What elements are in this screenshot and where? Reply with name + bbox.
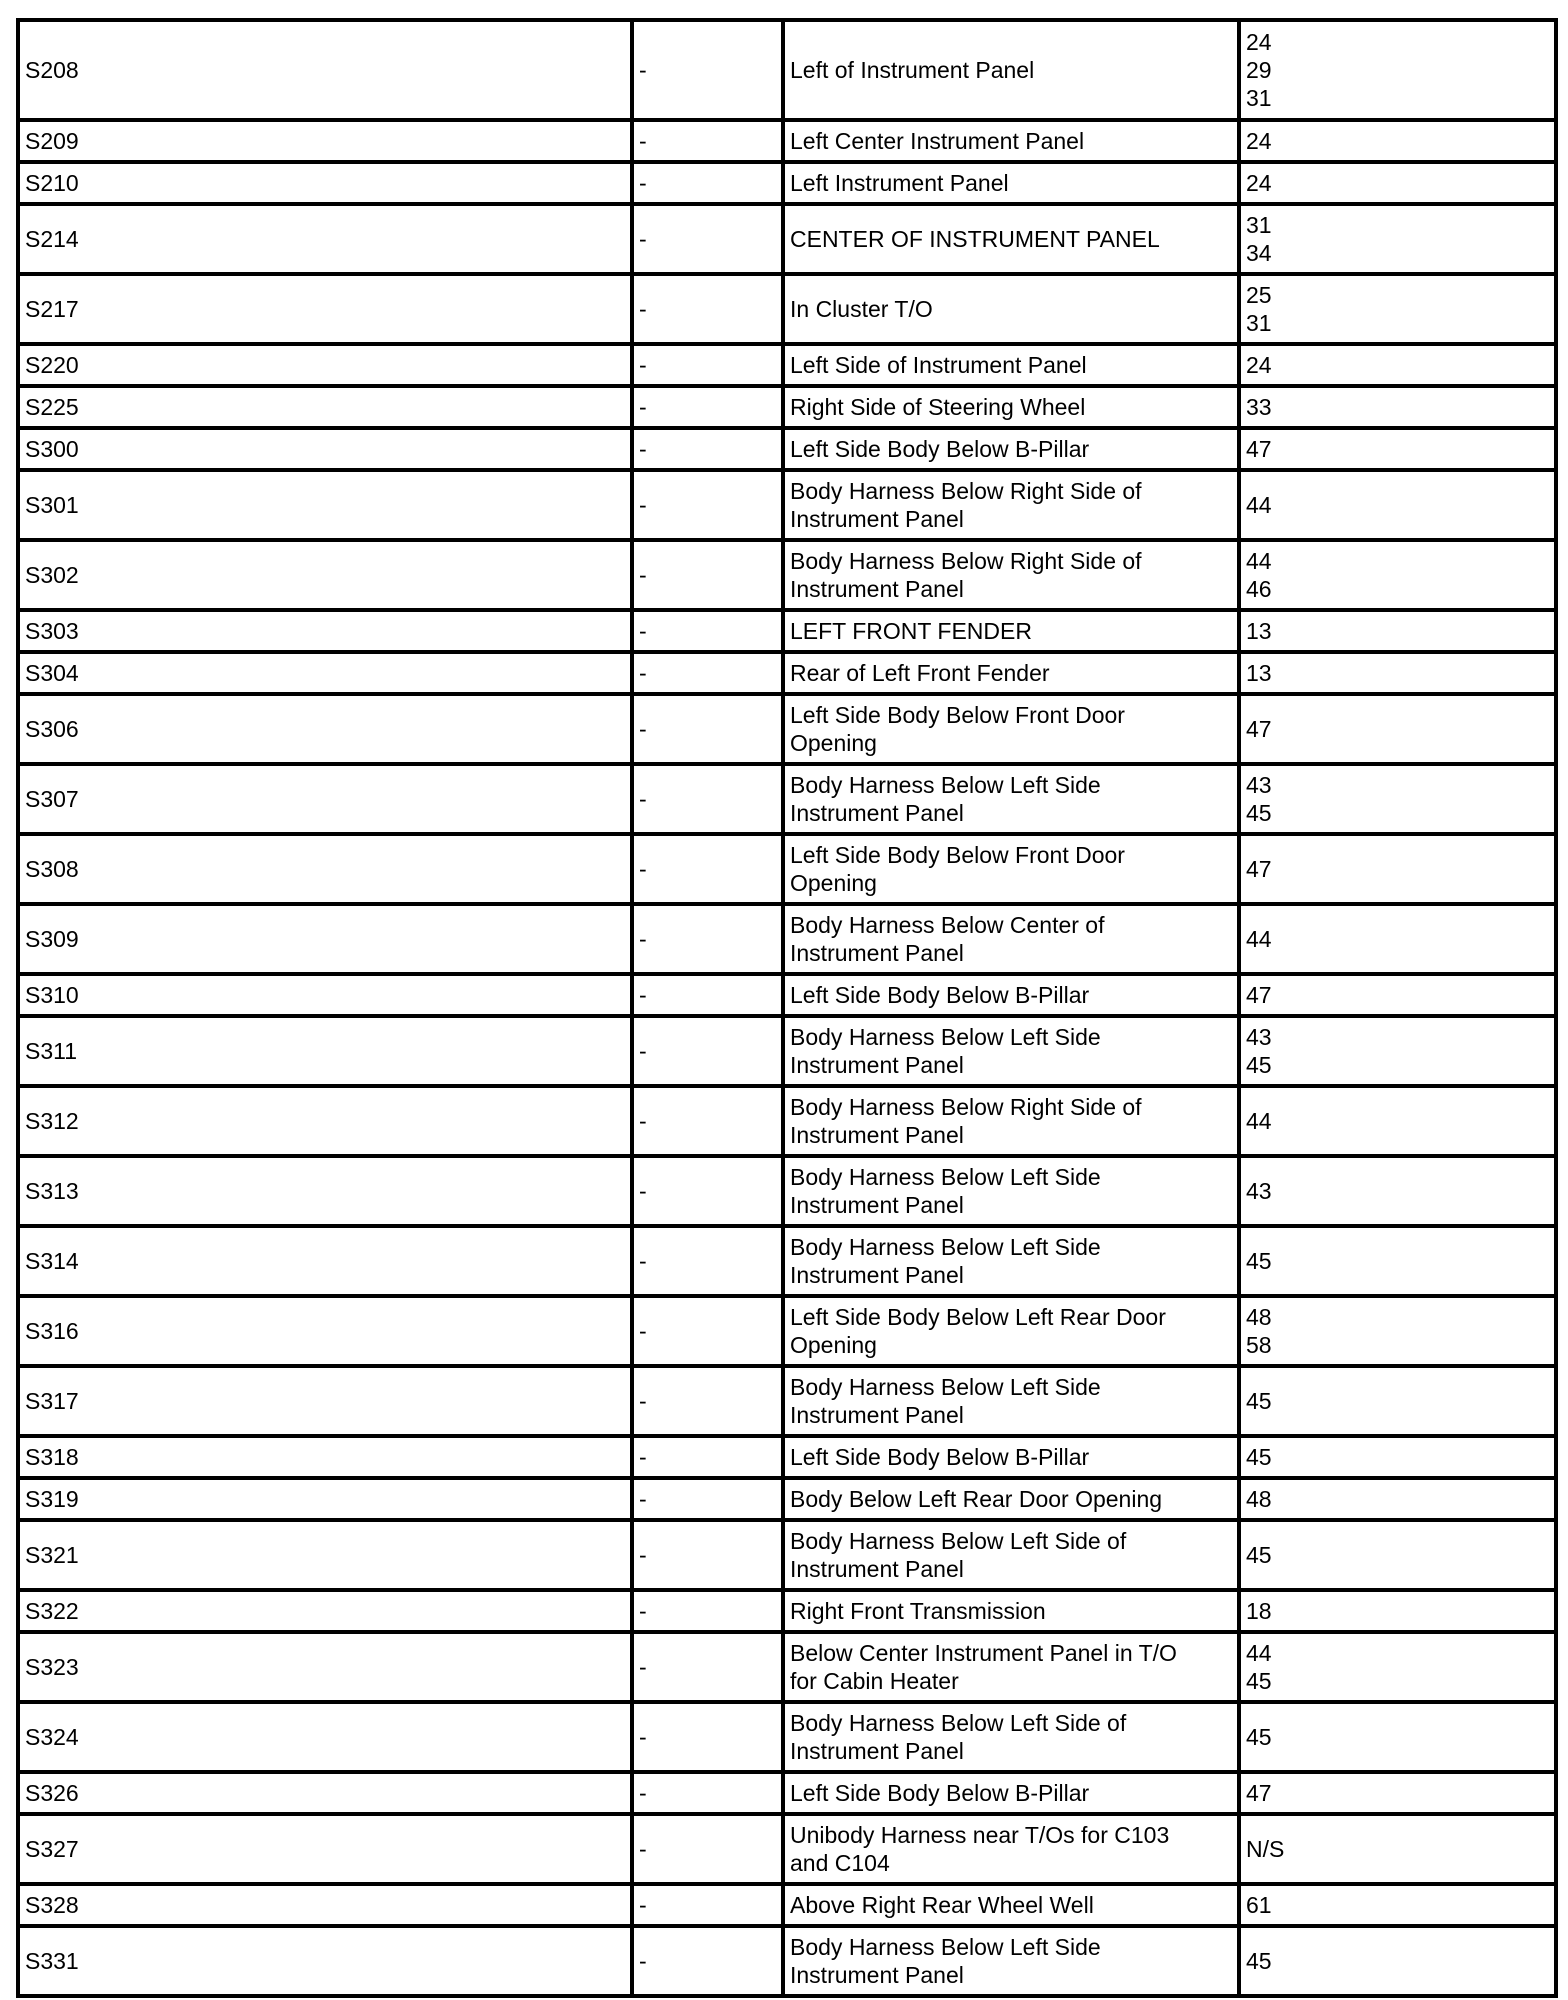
location-line: Body Harness Below Left Side of <box>790 1710 1127 1736</box>
dash-cell: - <box>632 834 783 904</box>
page-ref-cell <box>1239 974 1556 1016</box>
splice-location-table <box>16 18 1558 1998</box>
page-ref: 45 <box>1246 1948 1272 1974</box>
dash-cell: - <box>632 694 783 764</box>
page-ref: 13 <box>1246 660 1272 686</box>
splice-id-cell: S210 <box>18 162 632 204</box>
page-ref: 48 <box>1246 1486 1272 1512</box>
table-row <box>18 694 1556 764</box>
splice-id-cell: S311 <box>18 1016 632 1086</box>
page-ref-cell <box>1239 694 1556 764</box>
location-line: Body Harness Below Left Side <box>790 772 1101 798</box>
location-line: Body Harness Below Right Side of <box>790 478 1142 504</box>
dash-cell: - <box>632 1478 783 1520</box>
splice-id-cell: S308 <box>18 834 632 904</box>
page-ref-cell <box>1239 1366 1556 1436</box>
location-cell <box>783 120 1239 162</box>
location-line: Instrument Panel <box>790 576 964 602</box>
page-ref: 43 <box>1246 1178 1272 1204</box>
page-ref-cell <box>1239 1436 1556 1478</box>
page-ref-cell <box>1239 470 1556 540</box>
splice-id-cell: S214 <box>18 204 632 274</box>
page-ref: 45 <box>1246 1724 1272 1750</box>
location-cell <box>783 1156 1239 1226</box>
dash-cell: - <box>632 652 783 694</box>
location-cell <box>783 540 1239 610</box>
page-ref: 33 <box>1246 394 1272 420</box>
page-ref-cell <box>1239 540 1556 610</box>
dash-cell: - <box>632 1016 783 1086</box>
table-row <box>18 1086 1556 1156</box>
location-line: Left Side of Instrument Panel <box>790 352 1087 378</box>
table-row <box>18 204 1556 274</box>
page-ref: 47 <box>1246 982 1272 1008</box>
page-ref: 44 <box>1246 492 1272 518</box>
table-row <box>18 1226 1556 1296</box>
location-line: Instrument Panel <box>790 1192 964 1218</box>
location-line: Opening <box>790 870 877 896</box>
splice-id-cell: S314 <box>18 1226 632 1296</box>
location-line: Left Instrument Panel <box>790 170 1009 196</box>
location-line: Instrument Panel <box>790 1556 964 1582</box>
page-ref: 24 <box>1246 128 1272 154</box>
table-row <box>18 1884 1556 1926</box>
location-cell <box>783 1436 1239 1478</box>
splice-id-cell: S209 <box>18 120 632 162</box>
page-ref: 45 <box>1246 1388 1272 1414</box>
dash-cell: - <box>632 1884 783 1926</box>
page-ref: 44 <box>1246 926 1272 952</box>
table-row <box>18 386 1556 428</box>
location-line: Below Center Instrument Panel in T/O <box>790 1640 1177 1666</box>
page-ref: 18 <box>1246 1598 1272 1624</box>
table-row <box>18 1702 1556 1772</box>
splice-id-cell: S318 <box>18 1436 632 1478</box>
page-ref: 13 <box>1246 618 1272 644</box>
location-line: Opening <box>790 730 877 756</box>
page-ref-cell <box>1239 1296 1556 1366</box>
dash-cell: - <box>632 1226 783 1296</box>
dash-cell: - <box>632 1296 783 1366</box>
dash-cell: - <box>632 1366 783 1436</box>
page-ref-cell <box>1239 274 1556 344</box>
page-ref-cell <box>1239 1156 1556 1226</box>
page-ref: 43 <box>1246 1024 1272 1050</box>
dash-cell: - <box>632 470 783 540</box>
splice-id-cell: S220 <box>18 344 632 386</box>
dash-cell: - <box>632 162 783 204</box>
location-line: Left Side Body Below B-Pillar <box>790 436 1090 462</box>
location-cell <box>783 834 1239 904</box>
dash-cell: - <box>632 1772 783 1814</box>
page-ref: 61 <box>1246 1892 1272 1918</box>
page-ref-cell <box>1239 610 1556 652</box>
page-ref: 48 <box>1246 1304 1272 1330</box>
splice-id-cell: S302 <box>18 540 632 610</box>
splice-id-cell: S316 <box>18 1296 632 1366</box>
page-ref: 31 <box>1246 85 1272 111</box>
table-row <box>18 1478 1556 1520</box>
location-line: Left Center Instrument Panel <box>790 128 1085 154</box>
table-row <box>18 274 1556 344</box>
page-ref-cell <box>1239 904 1556 974</box>
splice-id-cell: S304 <box>18 652 632 694</box>
location-cell <box>783 610 1239 652</box>
dash-cell: - <box>632 904 783 974</box>
page-ref: 43 <box>1246 772 1272 798</box>
location-line: Body Harness Below Left Side <box>790 1024 1101 1050</box>
page-ref: 45 <box>1246 1052 1272 1078</box>
location-cell <box>783 386 1239 428</box>
page-ref: 58 <box>1246 1332 1272 1358</box>
page-ref: 24 <box>1246 352 1272 378</box>
dash-cell: - <box>632 1632 783 1702</box>
splice-id-cell: S303 <box>18 610 632 652</box>
dash-cell: - <box>632 428 783 470</box>
page-ref: N/S <box>1246 1836 1285 1862</box>
location-cell <box>783 1086 1239 1156</box>
page-ref: 24 <box>1246 29 1272 55</box>
page-ref-cell <box>1239 386 1556 428</box>
page-ref-cell <box>1239 1772 1556 1814</box>
splice-id-cell: S317 <box>18 1366 632 1436</box>
location-line: Body Harness Below Left Side <box>790 1934 1101 1960</box>
location-line: Right Side of Steering Wheel <box>790 394 1086 420</box>
location-line: Left of Instrument Panel <box>790 57 1035 83</box>
location-line: Instrument Panel <box>790 1262 964 1288</box>
page-ref: 45 <box>1246 800 1272 826</box>
location-line: Body Harness Below Left Side <box>790 1234 1101 1260</box>
splice-id-cell: S312 <box>18 1086 632 1156</box>
page-ref: 47 <box>1246 716 1272 742</box>
location-cell <box>783 204 1239 274</box>
table-row <box>18 162 1556 204</box>
location-line: Above Right Rear Wheel Well <box>790 1892 1094 1918</box>
page-ref-cell <box>1239 1884 1556 1926</box>
location-cell <box>783 470 1239 540</box>
location-line: Body Harness Below Left Side of <box>790 1528 1127 1554</box>
location-line: Left Side Body Below B-Pillar <box>790 1444 1090 1470</box>
splice-id-cell: S310 <box>18 974 632 1016</box>
dash-cell: - <box>632 274 783 344</box>
page-ref-cell <box>1239 1226 1556 1296</box>
table-row <box>18 1590 1556 1632</box>
location-cell <box>783 652 1239 694</box>
dash-cell: - <box>632 386 783 428</box>
page-ref-cell <box>1239 1702 1556 1772</box>
location-line: Instrument Panel <box>790 800 964 826</box>
location-line: Instrument Panel <box>790 506 964 532</box>
page-ref: 45 <box>1246 1248 1272 1274</box>
table-row <box>18 610 1556 652</box>
page-ref-cell <box>1239 1590 1556 1632</box>
table-row <box>18 470 1556 540</box>
page-ref: 29 <box>1246 57 1272 83</box>
location-cell <box>783 1366 1239 1436</box>
location-line: for Cabin Heater <box>790 1668 959 1694</box>
page-ref-cell <box>1239 428 1556 470</box>
dash-cell: - <box>632 1520 783 1590</box>
page-ref: 31 <box>1246 310 1272 336</box>
location-cell <box>783 344 1239 386</box>
table-body <box>18 20 1556 1996</box>
location-cell <box>783 1296 1239 1366</box>
location-line: Instrument Panel <box>790 1402 964 1428</box>
location-line: Right Front Transmission <box>790 1598 1046 1624</box>
page-ref: 47 <box>1246 436 1272 462</box>
table-row <box>18 904 1556 974</box>
table-row <box>18 1926 1556 1996</box>
splice-id-cell: S324 <box>18 1702 632 1772</box>
dash-cell: - <box>632 1156 783 1226</box>
location-cell <box>783 1632 1239 1702</box>
location-line: Body Harness Below Center of <box>790 912 1105 938</box>
location-line: Body Below Left Rear Door Opening <box>790 1486 1163 1512</box>
dash-cell: - <box>632 344 783 386</box>
table-row <box>18 120 1556 162</box>
splice-id-cell: S331 <box>18 1926 632 1996</box>
location-cell <box>783 974 1239 1016</box>
location-line: Body Harness Below Right Side of <box>790 548 1142 574</box>
location-cell <box>783 764 1239 834</box>
location-cell <box>783 1016 1239 1086</box>
location-line: Unibody Harness near T/Os for C103 <box>790 1822 1170 1848</box>
page-ref-cell <box>1239 204 1556 274</box>
location-cell <box>783 274 1239 344</box>
location-line: Instrument Panel <box>790 1738 964 1764</box>
splice-id-cell: S313 <box>18 1156 632 1226</box>
table-row <box>18 1520 1556 1590</box>
location-line: Left Side Body Below Left Rear Door <box>790 1304 1166 1330</box>
location-cell <box>783 904 1239 974</box>
page-ref-cell <box>1239 1016 1556 1086</box>
page-ref: 47 <box>1246 856 1272 882</box>
dash-cell: - <box>632 20 783 120</box>
table-row <box>18 652 1556 694</box>
splice-id-cell: S326 <box>18 1772 632 1814</box>
table-row <box>18 1436 1556 1478</box>
page-ref-cell <box>1239 764 1556 834</box>
page-ref: 44 <box>1246 1640 1272 1666</box>
page-ref-cell <box>1239 834 1556 904</box>
location-line: Instrument Panel <box>790 1962 964 1988</box>
splice-id-cell: S321 <box>18 1520 632 1590</box>
dash-cell: - <box>632 120 783 162</box>
splice-id-cell: S225 <box>18 386 632 428</box>
page-ref: 46 <box>1246 576 1272 602</box>
location-cell <box>783 20 1239 120</box>
location-cell <box>783 1590 1239 1632</box>
location-line: Left Side Body Below B-Pillar <box>790 982 1090 1008</box>
location-line: Body Harness Below Left Side <box>790 1374 1101 1400</box>
splice-id-cell: S327 <box>18 1814 632 1884</box>
location-cell <box>783 1772 1239 1814</box>
table-row <box>18 20 1556 120</box>
page-ref-cell <box>1239 1632 1556 1702</box>
page-ref-cell <box>1239 1926 1556 1996</box>
dash-cell: - <box>632 610 783 652</box>
dash-cell: - <box>632 1814 783 1884</box>
page-ref: 44 <box>1246 1108 1272 1134</box>
splice-id-cell: S217 <box>18 274 632 344</box>
splice-id-cell: S328 <box>18 1884 632 1926</box>
location-line: Left Side Body Below Front Door <box>790 702 1125 728</box>
splice-id-cell: S322 <box>18 1590 632 1632</box>
table-row <box>18 834 1556 904</box>
table-row <box>18 974 1556 1016</box>
page-ref-cell <box>1239 652 1556 694</box>
location-cell <box>783 1702 1239 1772</box>
page-ref: 44 <box>1246 548 1272 574</box>
location-cell <box>783 1926 1239 1996</box>
splice-id-cell: S306 <box>18 694 632 764</box>
location-line: Left Side Body Below Front Door <box>790 842 1125 868</box>
splice-id-cell: S208 <box>18 20 632 120</box>
location-line: Left Side Body Below B-Pillar <box>790 1780 1090 1806</box>
location-line: Instrument Panel <box>790 1122 964 1148</box>
dash-cell: - <box>632 1086 783 1156</box>
location-line: Instrument Panel <box>790 940 964 966</box>
page-ref-cell <box>1239 1814 1556 1884</box>
dash-cell: - <box>632 540 783 610</box>
splice-id-cell: S319 <box>18 1478 632 1520</box>
table-row <box>18 1016 1556 1086</box>
page-ref: 25 <box>1246 282 1272 308</box>
location-line: In Cluster T/O <box>790 296 933 322</box>
dash-cell: - <box>632 974 783 1016</box>
table-row <box>18 540 1556 610</box>
splice-id-cell: S323 <box>18 1632 632 1702</box>
table-row <box>18 1772 1556 1814</box>
page-ref: 45 <box>1246 1542 1272 1568</box>
location-cell <box>783 1814 1239 1884</box>
splice-id-cell: S309 <box>18 904 632 974</box>
splice-id-cell: S301 <box>18 470 632 540</box>
location-cell <box>783 694 1239 764</box>
dash-cell: - <box>632 764 783 834</box>
page-ref: 34 <box>1246 240 1272 266</box>
page-ref: 45 <box>1246 1668 1272 1694</box>
page-ref-cell <box>1239 1520 1556 1590</box>
location-cell <box>783 1884 1239 1926</box>
location-cell <box>783 1226 1239 1296</box>
splice-id-cell: S307 <box>18 764 632 834</box>
location-cell <box>783 428 1239 470</box>
page-ref-cell <box>1239 344 1556 386</box>
page-ref-cell <box>1239 162 1556 204</box>
table-row <box>18 764 1556 834</box>
dash-cell: - <box>632 1926 783 1996</box>
page-ref: 47 <box>1246 1780 1272 1806</box>
location-line: Rear of Left Front Fender <box>790 660 1050 686</box>
location-cell <box>783 1478 1239 1520</box>
dash-cell: - <box>632 204 783 274</box>
splice-id-cell: S300 <box>18 428 632 470</box>
dash-cell: - <box>632 1436 783 1478</box>
table-row <box>18 344 1556 386</box>
location-line: CENTER OF INSTRUMENT PANEL <box>790 226 1160 252</box>
table-row <box>18 1632 1556 1702</box>
page-ref: 31 <box>1246 212 1272 238</box>
table-row <box>18 1366 1556 1436</box>
table-row <box>18 1296 1556 1366</box>
page-ref-cell <box>1239 20 1556 120</box>
table-row <box>18 428 1556 470</box>
location-line: Opening <box>790 1332 877 1358</box>
location-line: Instrument Panel <box>790 1052 964 1078</box>
page-ref-cell <box>1239 1086 1556 1156</box>
table-row <box>18 1156 1556 1226</box>
table-row <box>18 1814 1556 1884</box>
page-ref: 45 <box>1246 1444 1272 1470</box>
location-cell <box>783 162 1239 204</box>
location-cell <box>783 1520 1239 1590</box>
dash-cell: - <box>632 1590 783 1632</box>
location-line: Body Harness Below Right Side of <box>790 1094 1142 1120</box>
page-ref: 24 <box>1246 170 1272 196</box>
dash-cell: - <box>632 1702 783 1772</box>
page-ref-cell <box>1239 120 1556 162</box>
location-line: Body Harness Below Left Side <box>790 1164 1101 1190</box>
location-line: and C104 <box>790 1850 890 1876</box>
page-ref-cell <box>1239 1478 1556 1520</box>
location-line: LEFT FRONT FENDER <box>790 618 1032 644</box>
